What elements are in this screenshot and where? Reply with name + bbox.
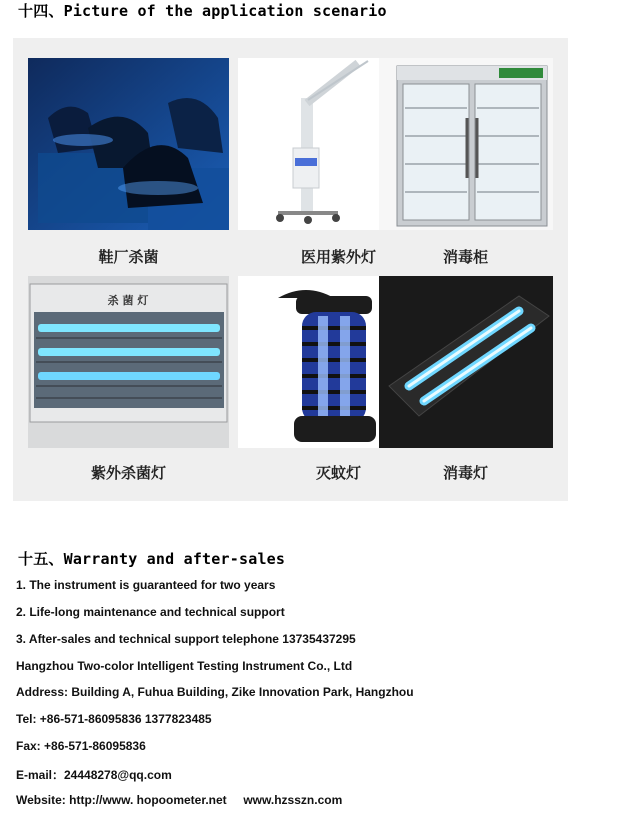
company-tel: Tel: +86-571-86095836 1377823485 xyxy=(16,712,212,726)
caption-disinfection-cabinet: 消毒柜 xyxy=(442,248,488,266)
company-website: Website: http://www. hopoometer.net www.hzsszn.com xyxy=(16,793,343,807)
caption-shoe-factory: 鞋厂杀菌 xyxy=(98,248,159,266)
disinfection-tube-lamp-photo xyxy=(379,276,553,448)
company-email: E-mail：24448278@qq.com xyxy=(16,768,172,782)
warranty-line-2: 2. Life-long maintenance and technical support xyxy=(16,605,285,619)
company-name: Hangzhou Two-color Intelligent Testing Instrument Co., Ltd xyxy=(16,659,353,673)
warranty-line-1: 1. The instrument is guaranteed for two years xyxy=(16,578,276,592)
section-14-heading: 十四、Picture of the application scenario xyxy=(18,2,387,20)
fixture-sign-text: 杀 菌 灯 xyxy=(107,294,149,307)
company-address: Address: Building A, Fuhua Building, Zike Innovation Park, Hangzhou xyxy=(16,685,414,699)
disinfection-cabinet-photo xyxy=(379,58,553,230)
caption-mosquito-killer-lamp: 灭蚊灯 xyxy=(315,464,361,482)
application-scenario-panel xyxy=(13,38,568,501)
company-fax: Fax: +86-571-86095836 xyxy=(16,739,146,753)
caption-medical-uv-lamp: 医用紫外灯 xyxy=(300,248,376,266)
shoe-factory-uv-sterilization-photo xyxy=(28,58,229,230)
caption-disinfection-lamp: 消毒灯 xyxy=(442,464,488,482)
caption-uv-germicidal-lamp: 紫外杀菌灯 xyxy=(90,464,166,482)
section-15-heading: 十五、Warranty and after-sales xyxy=(18,550,286,568)
uv-germicidal-lamp-fixture-photo xyxy=(28,276,229,448)
warranty-line-3: 3. After-sales and technical support telephone 13735437295 xyxy=(16,632,356,646)
